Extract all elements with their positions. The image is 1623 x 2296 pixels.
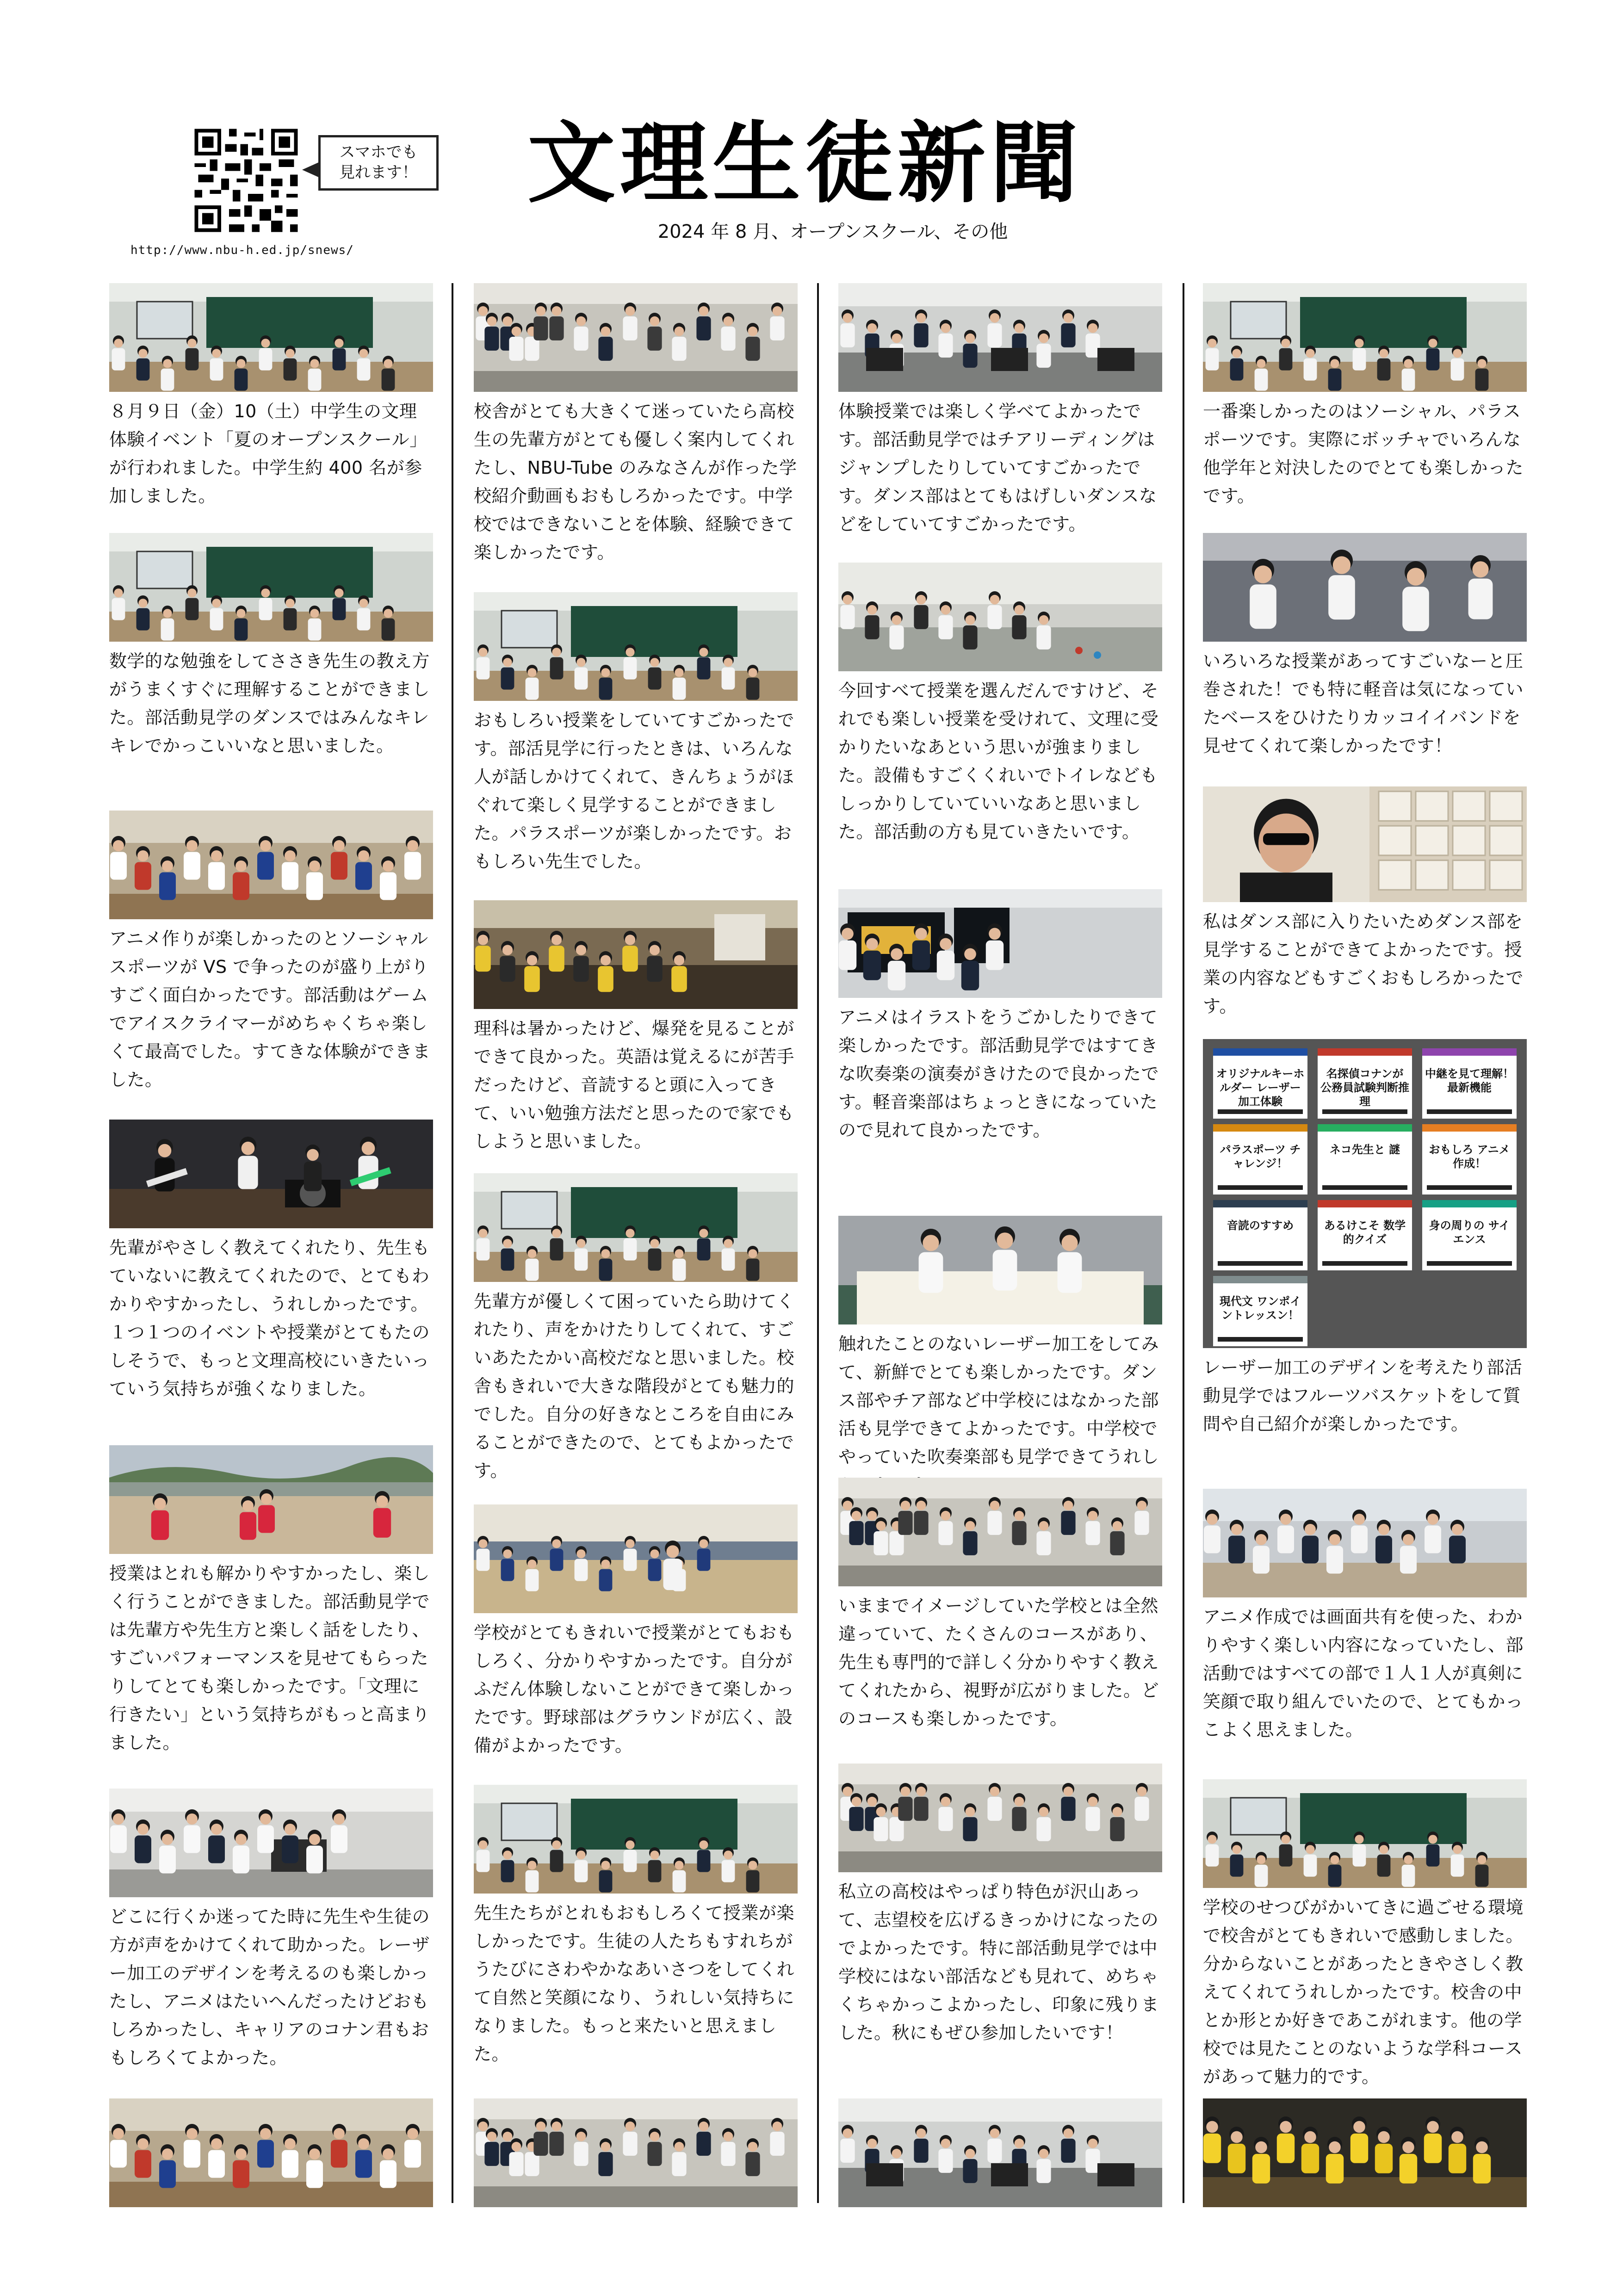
article-entry: [474, 592, 798, 876]
article-entry: [838, 283, 1162, 538]
column-4: [1203, 283, 1527, 2203]
student-comment: 触れたことのないレーザー加工をしてみて、新鮮でとても楽しかったです。ダンス部やチア部など中学校にはなかった部活も見学できてよかったです。中学校でやっていた吹奏楽部も見学できてうれし: [838, 1334, 1159, 1467]
card-footer: [1218, 1109, 1303, 1114]
event-photo: [1203, 2098, 1527, 2207]
event-photo: [109, 1445, 433, 1554]
event-photo: [1203, 1779, 1527, 1888]
speech-bubble: [318, 135, 439, 191]
card-accent: [1213, 1200, 1307, 1207]
student-comment: いままでイメージしていた学校とは全然違っていて、たくさんのコースがあり、先生も専門的で詳しく分かりやすく教えてくれたから、視野が広がりました。どのコースも楽しかったです。: [838, 1596, 1159, 1729]
event-photo: [474, 283, 798, 392]
event-photo: [838, 1478, 1162, 1586]
article-entry: [1203, 2098, 1527, 2207]
student-comment: 先輩方が優しくて困っていたら助けてくれたり、声をかけたりしてくれて、すごいあたたかい高校だなと思いました。校舎もきれいで大きな階段がとても魅力的でした。自分の好きなところを自由にみることができたので、とてもよかったです。: [474, 1291, 795, 1481]
article-entry: [109, 283, 433, 510]
event-photo: [109, 283, 433, 392]
lesson-card: [1422, 1200, 1517, 1270]
lesson-card-title: 身の周りの サイエンス: [1429, 1219, 1510, 1246]
student-comment: 今回すべて授業を選んだんですけど、それでも楽しい授業を受けれて、文理に受かりたいなあという思いが強まりました。設備もすごくくれいでトイレなどもしっかりしていていいなあと思いました。部活動の方も見ていきたいです。: [838, 681, 1159, 842]
student-comment: 先輩がやさしく教えてくれたり、先生もていないに教えてくれたので、とてもわかりやすかったし、うれしかったです。１つ１つのイベントや授業がとてもたのしそうで、もっと文理高校にいきたいっていう気持ちが強くなりました。: [109, 1238, 430, 1399]
card-footer: [1218, 1185, 1303, 1190]
lesson-card: [1213, 1200, 1307, 1270]
student-comment: 学校のせつびがかいてきに過ごせる環境で校舎がとてもきれいで感動しました。分からないことがあったときやさしく教えてくれてうれしかったです。校舎の中とか形とか好きであこがれます。他の学校では見たことのないような学科コースがあって魅力的です。: [1203, 1897, 1524, 2087]
article-entry: [1203, 786, 1527, 1021]
article-entry: [1203, 283, 1527, 510]
student-comment: アニメはイラストをうごかしたりできて楽しかったです。部活動見学ではすてきな吹奏楽の演奏がきけたので良かったです。軽音楽部はちょっときになっていたので見れて良かったです。: [838, 1007, 1159, 1140]
event-photo: [474, 1504, 798, 1613]
article-entry: [474, 1504, 798, 1760]
qr-note: スマホでも 見れます！: [339, 143, 418, 182]
card-accent: [1318, 1124, 1412, 1132]
article-entry: [109, 1789, 433, 2072]
article-entry: [1203, 1779, 1527, 2091]
article-entry: [1203, 1489, 1527, 1744]
card-footer: [1322, 1261, 1407, 1266]
student-comment: 理科は暑かったけど、爆発を見ることができて良かった。英語は覚えるにが苦手だったけど、音読すると頭に入ってきて、いい勉強方法だと思ったので家でもしようと思いました。: [474, 1018, 795, 1151]
student-comment: 私はダンス部に入りたいためダンス部を見学することができてよかったです。授業の内容などもすごくおもしろかったです。: [1203, 911, 1524, 1016]
event-photo: [109, 2098, 433, 2207]
card-footer: [1427, 1185, 1512, 1190]
student-comment: 先生たちがとれもおもしろくて授業が楽しかったです。生徒の人たちもすれちがうたびにさわやかなあいさつをしてくれて自然と笑顔になり、うれしい気持ちになりました。もっと来たいと思えました。: [474, 1903, 795, 2064]
article-entry: [838, 889, 1162, 1145]
article-entry: [109, 1445, 433, 1757]
student-comment: 授業はとれも解かりやすかったし、楽しく行うことができました。部活動見学では先輩方や先生方と楽しく話をしたり、すごいパフォーマンスを見せてもらったりしてとても楽しかったです。「文理に行きたい」という気持ちがもっと高まりました。: [109, 1563, 430, 1753]
student-comment: 学校がとてもきれいで授業がとてもおもしろく、分かりやすかったです。自分がふだん体験しないことができて楽しかったです。野球部はグラウンドが広く、設備がよかったです。: [474, 1622, 795, 1756]
column-divider: [817, 283, 819, 2203]
article-entry: [474, 2098, 798, 2207]
student-comment: 私立の高校はやっぱり特色が沢山あって、志望校を広げるきっかけになったのでよかったです。特に部活動見学では中学校にはない部活なども見れて、めちゃくちゃかっこよかったし、印象に残りました。秋にもぜひ参加したいです！: [838, 1881, 1159, 2043]
newsletter-url[interactable]: http://www.nbu-h.ed.jp/snews/: [130, 243, 354, 257]
article-entry: [838, 1764, 1162, 2047]
student-comment: 数学的な勉強をしてささき先生の教え方がうまくすぐに理解することができました。部活動見学のダンスではみんなキレキレでかっこいいなと思いました。: [109, 651, 430, 756]
card-footer: [1322, 1109, 1407, 1114]
student-comment: 体験授業では楽しく学べてよかったです。部活動見学ではチアリーディングはジャンプしたりしていてすごかったです。ダンス部はとてもはげしいダンスなどをしていてすごかったです。: [838, 401, 1157, 534]
lesson-card: [1422, 1124, 1517, 1194]
student-comment: ８月９日（金）10（土）中学生の文理体験イベント「夏のオープンスクール」が行われました。中学生約 400 名が参加しました。: [109, 401, 427, 506]
issue-subtitle: 2024 年 8 月、オープンスクール、その他: [657, 221, 1008, 242]
lesson-card: [1318, 1048, 1412, 1119]
student-comment: おもしろい授業をしていてすごかったです。部活見学に行ったときは、いろんな人が話しかけてくれて、きんちょうがほぐれて楽しく見学することができました。パラスポーツが楽しかったです。おもしろい先生でした。: [474, 710, 795, 872]
lesson-card: [1318, 1200, 1412, 1270]
student-comment: 校舎がとても大きくて迷っていたら高校生の先輩方がとても優しく案内してくれたし、NBU-Tube のみなさんが作った学校紹介動画もおもしろかったです。中学校ではできないことを体験、経験できて楽しかったです。: [474, 401, 797, 563]
lesson-card: [1422, 1048, 1517, 1119]
event-photo: [474, 1785, 798, 1894]
event-photo: [474, 592, 798, 701]
card-accent: [1422, 1124, 1517, 1132]
student-comment: 一番楽しかったのはソーシャル、パラスポーツです。実際にボッチャでいろんな他学年と対決したのでとても楽しかったです。: [1203, 401, 1524, 506]
lesson-card-title: ネコ先生と 謎: [1329, 1143, 1400, 1156]
article-entry: [474, 900, 798, 1156]
column-divider: [1183, 283, 1184, 2203]
lesson-card: [1318, 1124, 1412, 1194]
lesson-card-title: 名探偵コナンが 公務員試験判断推理: [1320, 1067, 1409, 1108]
lesson-card: [1213, 1124, 1307, 1194]
lesson-card-title: おもしろ アニメ作成！: [1429, 1143, 1510, 1170]
event-photo: [838, 1216, 1162, 1324]
card-accent: [1318, 1200, 1412, 1207]
article-entry: [838, 2098, 1162, 2207]
student-comment: いろいろな授業があってすごいなーと圧巻された！でも特に軽音は気になっていたベースをひけたりカッコイイバンドを見せてくれて楽しかったです！: [1203, 651, 1524, 756]
lesson-card: [1213, 1276, 1307, 1346]
student-comment: どこに行くか迷ってた時に先生や生徒の方が声をかけてくれて助かった。レーザー加工のデザインを考えるのも楽しかったし、アニメはたいへんだったけどおもしろかったし、キャリアのコナン君もおもしろくてよかった。: [109, 1906, 430, 2068]
card-footer: [1218, 1261, 1303, 1266]
student-comment: アニメ作成では画面共有を使った、わかりやすく楽しい内容になっていたし、部活動ではすべての部で１人１人が真剣に笑顔で取り組んでいたので、とてもかっこよく思えました。: [1203, 1607, 1524, 1740]
event-photo: [109, 533, 433, 642]
column-2: [474, 283, 798, 2203]
event-photo: [838, 2098, 1162, 2207]
card-accent: [1213, 1276, 1307, 1283]
student-comment: アニメ作りが楽しかったのとソーシャルスポーツが VS で争ったのが盛り上がりすごく面白かったです。部活動はゲームでアイスクライマーがめちゃくちゃ楽しくて最高でした。すてきな体験ができました。: [109, 928, 431, 1090]
article-entry: [109, 811, 433, 1094]
event-photo: [109, 811, 433, 919]
card-footer: [1427, 1109, 1512, 1114]
lesson-poster: [1203, 1039, 1527, 1348]
lesson-card-title: 音読のすすめ: [1227, 1219, 1294, 1232]
card-accent: [1213, 1048, 1307, 1056]
article-entry: [1203, 1039, 1527, 1438]
event-photo: [474, 1173, 798, 1282]
qr-code[interactable]: [191, 125, 302, 236]
column-divider: [452, 283, 453, 2203]
lesson-card-title: 現代文 ワンポイントレッスン！: [1219, 1295, 1301, 1322]
event-photo: [474, 2098, 798, 2207]
card-footer: [1427, 1261, 1512, 1266]
article-entry: [109, 533, 433, 760]
article-entry: [474, 1173, 798, 1485]
article-entry: [1203, 533, 1527, 760]
lesson-card-title: 中継を見て理解！ 最新機能: [1425, 1067, 1514, 1094]
lesson-card-title: オリジナルキーホルダー レーザー加工体験: [1216, 1067, 1305, 1108]
article-entry: [838, 1216, 1162, 1499]
article-entry: [109, 1120, 433, 1403]
card-accent: [1422, 1048, 1517, 1056]
article-entry: [838, 563, 1162, 846]
article-entry: [474, 283, 798, 567]
article-entry: [838, 1478, 1162, 1733]
event-photo: [838, 283, 1162, 392]
newsletter-title: 文理生徒新聞: [527, 111, 1083, 215]
column-3: [838, 283, 1162, 2203]
event-photo: [1203, 1489, 1527, 1597]
card-accent: [1213, 1124, 1307, 1132]
lesson-card: [1213, 1048, 1307, 1119]
card-footer: [1218, 1337, 1303, 1342]
article-entry: [474, 1785, 798, 2068]
event-photo: [838, 563, 1162, 671]
event-photo: [109, 1120, 433, 1228]
card-accent: [1422, 1200, 1517, 1207]
event-photo: [838, 1764, 1162, 1872]
student-comment: レーザー加工のデザインを考えたり部活動見学ではフルーツバスケットをして質問や自己紹介が楽しかったです。: [1203, 1357, 1523, 1434]
event-photo: [474, 900, 798, 1009]
card-footer: [1322, 1185, 1407, 1190]
event-photo: [1203, 533, 1527, 642]
page-header: [0, 0, 1623, 278]
event-photo: [1203, 786, 1527, 902]
article-entry: [109, 2098, 433, 2207]
lesson-card-title: あるけこそ 数学的クイズ: [1324, 1219, 1406, 1246]
card-accent: [1318, 1048, 1412, 1056]
column-1: [109, 283, 433, 2203]
event-photo: [1203, 283, 1527, 392]
event-photo: [838, 889, 1162, 998]
lesson-card-title: パラスポーツ チャレンジ！: [1220, 1143, 1301, 1170]
event-photo: [109, 1789, 433, 1897]
